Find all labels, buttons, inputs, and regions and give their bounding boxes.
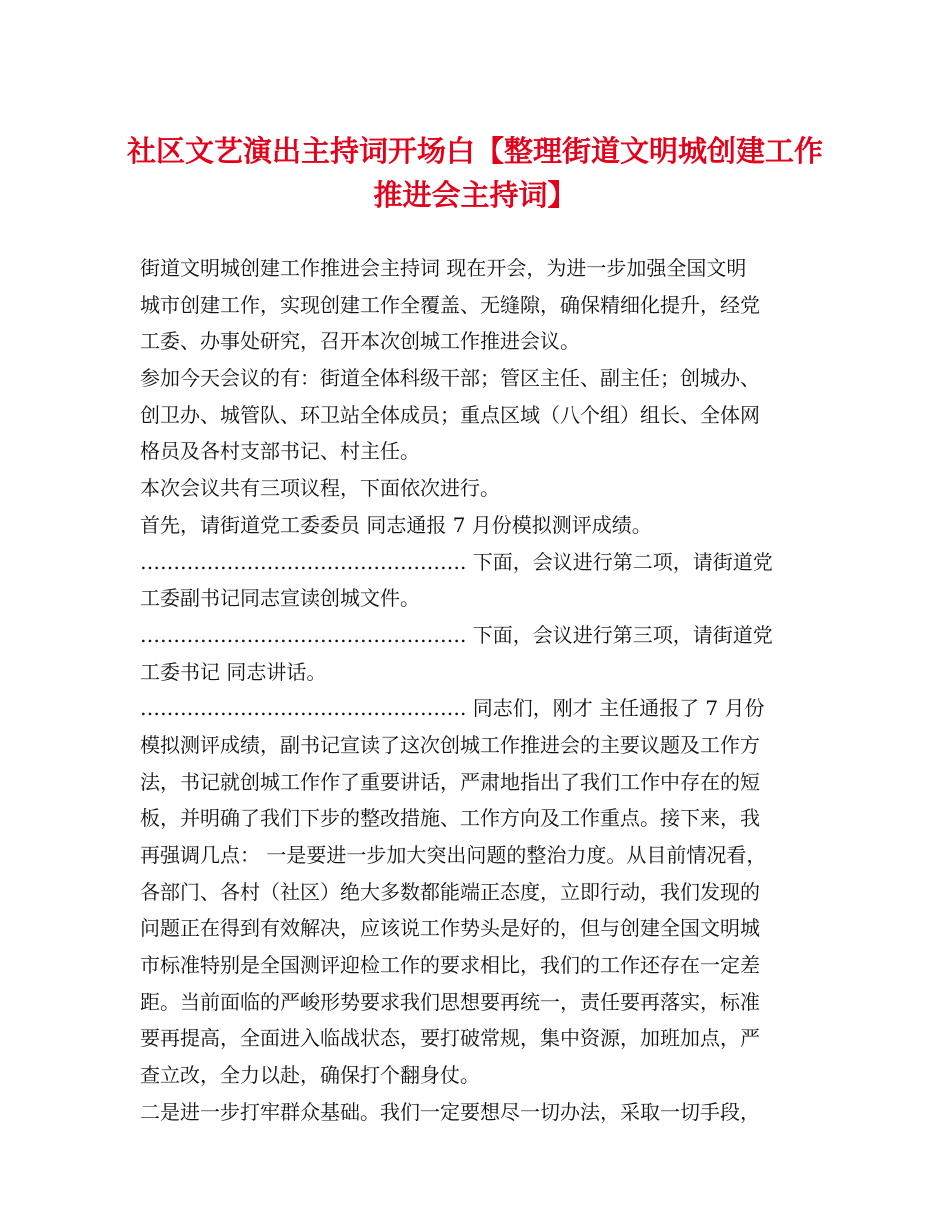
body-line: …………………………………………. 同志们，刚才 主任通报了 7 月份 — [140, 696, 765, 721]
body-line: 街道文明城创建工作推进会主持词 现在开会，为进一步加强全国文明 — [140, 256, 747, 280]
body-line: 模拟测评成绩，副书记宣读了这次创城工作推进会的主要议题及工作方 — [140, 732, 760, 757]
document-title-line-1: 社区文艺演出主持词开场白【整理街道文明城创建工作 — [126, 134, 823, 168]
body-line: 首先，请街道党工委委员 同志通报 7 月份模拟测评成绩。 — [140, 512, 652, 537]
body-line: 工委书记 同志讲话。 — [140, 659, 327, 684]
body-line: 工委、办事处研究，召开本次创城工作推进会议。 — [140, 329, 580, 354]
body-line: 本次会议共有三项议程，下面依次进行。 — [140, 476, 500, 501]
body-line: 问题正在得到有效解决，应该说工作势头是好的，但与创建全国文明城 — [140, 916, 760, 941]
body-line: 各部门、各村（社区）绝大多数都能端正态度，立即行动，我们发现的 — [140, 879, 760, 904]
body-line: 板，并明确了我们下步的整改措施、工作方向及工作重点。接下来，我 — [140, 806, 760, 831]
body-line: 创卫办、城管队、环卫站全体成员；重点区域（八个组）组长、全体网 — [140, 402, 760, 427]
body-line: 法，书记就创城工作作了重要讲话，严肃地指出了我们工作中存在的短 — [140, 769, 760, 794]
body-line: 二是进一步打牢群众基础。我们一定要想尽一切办法，采取一切手段， — [140, 1099, 760, 1124]
body-line: 再强调几点： 一是要进一步加大突出问题的整治力度。从目前情况看， — [140, 843, 767, 867]
body-line: 查立改，全力以赴，确保打个翻身仗。 — [140, 1063, 480, 1088]
body-line: 格员及各村支部书记、村主任。 — [140, 439, 420, 464]
document-body — [140, 250, 822, 1131]
body-line: 工委副书记同志宣读创城文件。 — [140, 586, 420, 611]
document-title-line-2: 推进会主持词】 — [373, 178, 577, 212]
body-line: …………………………………………. 下面，会议进行第二项，请街道党 — [140, 549, 773, 574]
body-line: 市标准特别是全国测评迎检工作的要求相比，我们的工作还存在一定差 — [140, 953, 760, 978]
body-line: 要再提高，全面进入临战状态，要打破常规，集中资源，加班加点，严 — [140, 1026, 760, 1051]
body-line: …………………………………………. 下面，会议进行第三项，请街道党 — [140, 622, 773, 647]
body-line: 距。当前面临的严峻形势要求我们思想要再统一，责任要再落实，标准 — [140, 989, 760, 1014]
body-line: 参加今天会议的有：街道全体科级干部；管区主任、副主任；创城办、 — [140, 366, 760, 391]
body-line: 城市创建工作，实现创建工作全覆盖、无缝隙，确保精细化提升，经党 — [140, 292, 760, 317]
